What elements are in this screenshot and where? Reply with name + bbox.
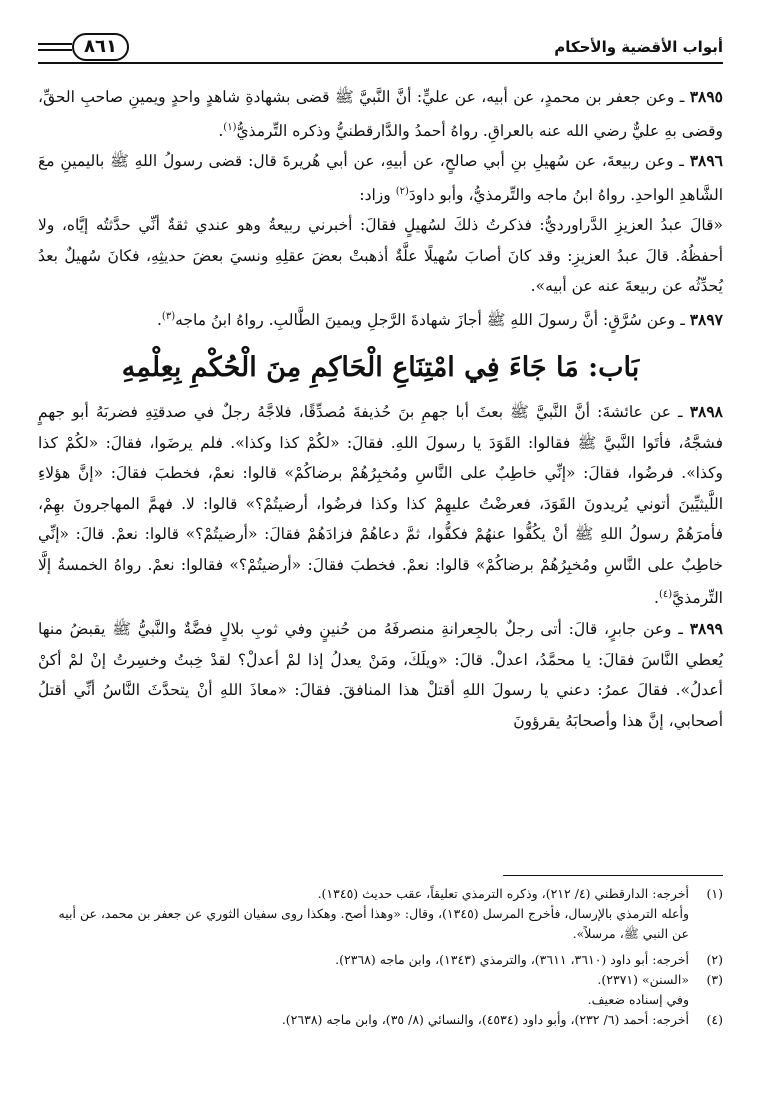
- footnote-ref: (٢): [395, 185, 409, 197]
- footnotes: [38, 884, 723, 1030]
- hadith-3897: [38, 302, 723, 336]
- hadith-text: ـ وعن جابرٍ، قالَ: أتى رجلٌ بالجِعرانةِ منصرفَهُ من حُنينٍ وفي ثوبِ بلالٍ فضَّةٌ والنَّبيُّ ﷺ يقبضُ منها يُعطي النَّاسَ فقالَ: يا محمَّدُ، اعدلْ. قالَ: «ويلَكَ، ومَنْ يعدلُ إذا لمْ أعدلْ؟ لقدْ خِبتُ وخسِرتُ إنْ لمْ أكنْ أعدلُ». فقالَ عمرُ: دعني يا رسولَ اللهِ أقتلْ هذا المنافقَ. فقالَ: «معاذَ اللهِ أنْ يتحدَّثَ النَّاسُ أنِّي أقتلُ أصحابي، إنَّ هذا وأصحابَهُ يقرؤونَ: [38, 620, 723, 730]
- footnote-label: (٤): [706, 1012, 723, 1027]
- footnote-3: [38, 970, 723, 990]
- footnote-2: [38, 950, 723, 970]
- footnote-label: (١): [706, 886, 723, 901]
- footnote-label: (٢): [706, 952, 723, 967]
- main-text: [38, 82, 723, 736]
- hadith-3898: [38, 397, 723, 614]
- hadith-number: ٣٨٩٩: [689, 619, 723, 639]
- footnote-text: أخرجه: الدارقطني (٤/ ٢١٢)، وذكره الترمذي تعليقاً، عقب حديث (١٣٤٥).: [317, 886, 689, 901]
- addition-text: «قالَ عبدُ العزيزِ الدَّراورديُّ: فذكرتُ ذلكَ لسُهيلٍ فقالَ: أخبرني ربيعةُ وهو عندي ثقةٌ أنِّي حدَّثتُه إيَّاه، ولا أحفظُهُ. قالَ عبدُ العزيزِ: وقد كانَ أصابَ سُهيلًا علَّةٌ أذهبتْ بعضَ عقلِهِ ونسيَ بعضَ حديثِهِ، فكانَ سُهيلٌ بعدُ يُحدِّثُه عن ربيعةَ عنه عن أبيه».: [38, 216, 723, 296]
- footnote-3-continued: [38, 990, 723, 1010]
- footnote-1-continued: [38, 904, 723, 944]
- footnote-1: [38, 884, 723, 904]
- hadith-number: ٣٨٩٧: [689, 309, 723, 329]
- hadith-number: ٣٨٩٦: [689, 151, 723, 171]
- footnote-text: أخرجه: أبو داود (٣٦١٠، ٣٦١١)، والترمذي (١٣٤٣)، وابن ماجه (٢٣٦٨).: [335, 952, 689, 967]
- hadith-end: وزاد:: [359, 185, 396, 204]
- footnote-divider: [503, 875, 723, 876]
- hadith-text: ـ وعن جعفر بن محمدٍ، عن أبيه، عن عليٍّ: أنَّ النَّبيَّ ﷺ قضى بشهادةِ شاهدٍ واحدٍ ويمينِ صاحبِ الحقِّ، وقضى بهِ عليٌّ رضي الله عنه بالعراقِ. رواهُ أحمدُ والدَّارقطنيُّ وذكره التِّرمذيُّ: [38, 88, 723, 140]
- footnote-text: «السنن» (٢٣٧١).: [597, 972, 689, 987]
- footnote-text: وفي إسناده ضعيف.: [587, 992, 689, 1007]
- footnote-text: وأعله الترمذي بالإرسال، فأخرج المرسل (١٣٤٥)، وقال: «وهذا أصح. وهكذا روى سفيان الثوري عن جعفر بن محمد، عن أبيه عن النبي ﷺ، مرسلاً».: [58, 906, 689, 941]
- page-header: [38, 30, 723, 64]
- hadith-text: ـ عن عائشةَ: أنَّ النَّبيَّ ﷺ بعثَ أبا جهمِ بنَ حُذيفةَ مُصدِّقًا، فلاجَّهُ رجلٌ في صدقتِهِ فضربَهُ أبو جهمٍ فشجَّهُ، فأتَوا النَّبيَّ ﷺ فقالوا: القَوَدَ يا رسولَ اللهِ. فقالَ: «لكُمْ كذا وكذا». فلم يرضَوا، فقالَ: «لكُمْ كذا وكذا». فرضُوا، فقالَ: «إنِّي خاطِبٌ على النَّاسِ ومُخبِرُهُمْ برضاكُمْ» قالوا: نعمْ، فخطبَ فقالَ: «إنَّ هؤلاءِ اللَّيثيِّينَ أتوني يُريدونَ القَوَدَ، فعرضْتُ عليهِمْ كذا وكذا فرضُوا، أرضيتُمْ؟» قالوا: لا. فهمَّ المهاجرونَ بهِمْ، فأمرَهُمْ رسولُ اللهِ ﷺ أنْ يكُفُّوا عنهُمْ فكفُّوا، ثمَّ دعاهُمْ فزادَهُمْ فقالَ: «أرضيتُمْ؟» قالوا: نعمْ. قالَ: «إنِّي خاطِبٌ على النَّاسِ ومُخبِرُهُمْ برضاكُمْ» قالوا: نعمْ. فخطبَ فقالَ: «أرضيتُمْ؟» فقالوا: نعمْ. رواهُ الخمسةُ إلَّا التِّرمذيَّ: [38, 403, 723, 608]
- hadith-end: .: [654, 589, 659, 608]
- page-number-group: [38, 33, 129, 61]
- hadith-text: ـ وعن ربيعةَ، عن سُهيلِ بنِ أبي صالحٍ، عن أبيهِ، عن أبي هُريرةَ قال: قضى رسولُ اللهِ ﷺ باليمينِ معَ الشَّاهدِ الواحدِ. رواهُ ابنُ ماجه والتِّرمذيُّ، وأبو داودَ: [38, 152, 723, 204]
- hadith-number: ٣٨٩٨: [689, 402, 723, 422]
- page-number: ٨٦١: [72, 33, 129, 61]
- hadith-end: .: [156, 310, 162, 329]
- footnote-ref: (٣): [161, 310, 176, 322]
- footnote-ref: (٤): [658, 589, 673, 601]
- hadith-3896: [38, 146, 723, 210]
- hadith-3896-addition: [38, 210, 723, 302]
- footnote-ref: (١): [223, 121, 237, 133]
- hadith-number: ٣٨٩٥: [689, 87, 723, 106]
- footnote-4: [38, 1010, 723, 1030]
- hadith-3899: [38, 614, 723, 736]
- footnote-text: أخرجه: أحمد (٦/ ٢٣٢)، وأبو داود (٤٥٣٤)، والنسائي (٨/ ٣٥)، وابن ماجه (٢٦٣٨).: [281, 1012, 689, 1027]
- running-title: أبواب الأقضية والأحكام: [554, 38, 723, 56]
- hadith-text: ـ وعن سُرَّقٍ: أنَّ رسولَ اللهِ ﷺ أجازَ شهادةَ الرَّجلِ ويمينَ الطَّالبِ. رواهُ ابنُ ماجه: [175, 310, 690, 329]
- ornament-rule: [38, 43, 72, 51]
- hadith-end: .: [218, 121, 224, 140]
- header-divider: [38, 62, 723, 64]
- hadith-3895: [38, 82, 723, 146]
- footnote-label: (٣): [706, 972, 723, 987]
- chapter-title: بَاب: مَا جَاءَ فِي امْتِنَاعِ الْحَاكِمِ مِنَ الْحُكْمِ بِعِلْمِهِ: [121, 352, 640, 384]
